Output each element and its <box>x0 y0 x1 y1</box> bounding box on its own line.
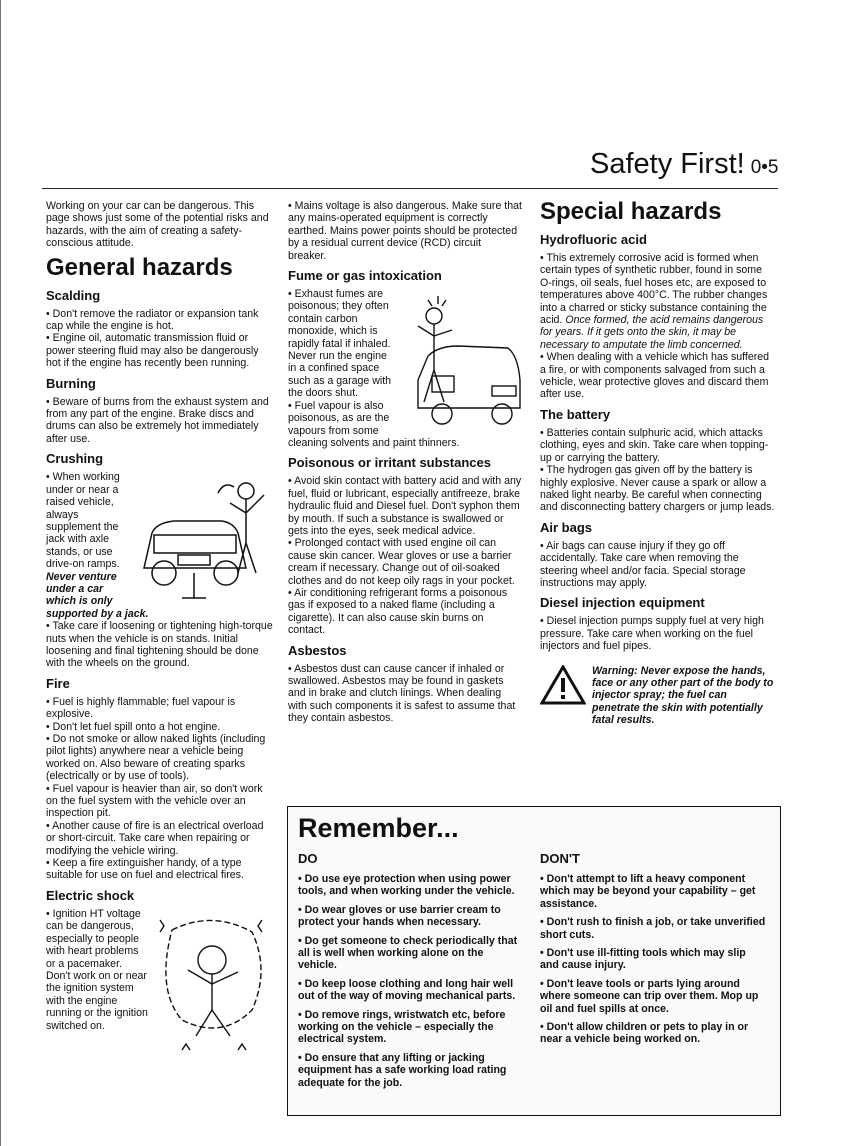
poison-text-1: • Avoid skin contact with battery acid and with any fuel, fluid or lubricant, especially antifreeze, brake hydraulic fluid and Diesel fuel. Don't syphon them by mouth. If such a substance is swallowed or gets into the eyes, seek medical advice. <box>288 475 522 537</box>
fume-text-2: • Fuel vapour is also poisonous, as are the vapours from some cleaning solvents and paint thinners. <box>288 399 460 449</box>
crushing-warning: Never venture under a car which is only supported by a jack. <box>46 570 149 620</box>
dont-item: • Don't use ill-fitting tools which may slip and cause injury. <box>540 947 746 972</box>
dont-item: • Don't leave tools or parts lying around where someone can trip over them. Mop up oil and fuel spills at once. <box>540 977 759 1015</box>
crushing-title: Crushing <box>46 451 104 467</box>
hydrofluoric-text-1a: • This extremely corrosive acid is formed when certain types of synthetic rubber, found in some O-rings, oil seals, fuel hoses etc, are exposed to temperatures above 400°C. The rubber changes into a charred or sticky substance containing the acid. <box>540 252 768 327</box>
do-title: DO <box>298 851 318 866</box>
scalding-text-2: • Engine oil, automatic transmission fluid or power steering fluid may also be dangerously hot if the engine has recently been running. <box>46 332 259 370</box>
dont-item: • Don't attempt to lift a heavy component which may be beyond your capability – get assistance. <box>540 873 756 910</box>
column-1 <box>46 200 274 1062</box>
hydrofluoric-text-2: • When dealing with a vehicle which has suffered a fire, or with components salvaged from such a vehicle, wear protective gloves and discard them after use. <box>540 351 770 401</box>
battery-title: The battery <box>540 406 611 422</box>
do-item: • Do keep loose clothing and long hair well out of the way of moving mechanical parts. <box>298 977 516 1003</box>
car-on-jack-illustration <box>134 473 274 603</box>
do-item: • Do remove rings, wristwatch etc, before working on the vehicle – especially the electrical system. <box>298 1008 506 1046</box>
warning-triangle-icon <box>540 665 586 705</box>
airbag-text: • Air bags can cause injury if they go off accidentally. Take care when removing the steering wheel and/or facia. Special storage instructions may apply. <box>540 539 746 589</box>
dont-item: • Don't allow children or pets to play in or near a vehicle being worked on. <box>540 1021 749 1046</box>
general-hazards-title: General hazards <box>46 253 233 281</box>
column-2 <box>288 200 522 725</box>
intro-text: Working on your car can be dangerous. This page shows just some of the potential risks and hazards, with the aim of creating a safety-conscious attitude. <box>46 200 269 250</box>
fire-text-4: • Fuel vapour is heavier than air, so don't work on the fuel system with the vehicle over an inspection pit. <box>46 782 263 820</box>
injector-warning-text: Warning: Never expose the hands, face or any other part of the body to injector spray; the fuel can penetrate the skin with potentially fatal results. <box>592 664 774 727</box>
remember-title: Remember... <box>298 813 459 843</box>
diesel-title: Diesel injection equipment <box>540 595 705 611</box>
poison-text-3: • Air conditioning refrigerant forms a poisonous gas if exposed to a naked flame (including a cigarette). It can also cause skin burns on contact. <box>288 586 508 637</box>
asbestos-text: • Asbestos dust can cause cancer if inhaled or swallowed. Asbestos may be found in gaskets and in brake and clutch linings. When dealing with such components it is safest to assume that they contain asbestos. <box>288 662 516 725</box>
do-item: • Do get someone to check periodically that all is well when working alone on the vehicle. <box>298 934 518 972</box>
header-title: Safety First! <box>590 148 745 180</box>
injector-warning <box>540 665 776 727</box>
poison-title: Poisonous or irritant substances <box>288 455 491 471</box>
page-edge <box>0 0 1 1146</box>
electric-shock-title: Electric shock <box>46 887 135 903</box>
burning-text: • Beware of burns from the exhaust system and from any part of the engine. Brake discs and drums can also be extremely hot immediately after use. <box>46 395 269 445</box>
fire-text-6: • Keep a fire extinguisher handy, of a type suitable for use on fuel and electrical fires. <box>46 857 244 882</box>
do-item: • Do ensure that any lifting or jacking equipment has a safe working load rating adequate for the job. <box>298 1051 507 1089</box>
fume-title: Fume or gas intoxication <box>288 268 442 284</box>
dont-item: • Don't rush to finish a job, or take unverified short cuts. <box>540 916 766 941</box>
dont-column <box>540 851 766 1052</box>
hydrofluoric-text-1b: Once formed, the acid remains dangerous for years. If it gets onto the skin, it may be necessary to amputate the limb concerned. <box>540 314 764 351</box>
fire-text-2: • Don't let fuel spill onto a hot engine. <box>46 720 221 733</box>
dont-title: DON'T <box>540 851 580 866</box>
scalding-text-1: • Don't remove the radiator or expansion tank cap while the engine is hot. <box>46 307 259 333</box>
do-column <box>298 851 520 1095</box>
page-header <box>590 148 779 181</box>
mains-text: • Mains voltage is also dangerous. Make sure that any mains-operated equipment is correctly earthed. Mains power points should be protected by a residual current device (RCD) circuit breaker. <box>288 200 522 262</box>
column-3 <box>540 198 776 727</box>
fire-text-5: • Another cause of fire is an electrical overload or short-circuit. Take care when repairing or modifying the vehicle wiring. <box>46 819 264 857</box>
poison-text-2: • Prolonged contact with used engine oil can cause skin cancer. Wear gloves or use a barrier cream if necessary. Change out of oil-soaked clothes and do not keep oily rags in your pocket. <box>288 537 515 587</box>
airbag-title: Air bags <box>540 519 593 535</box>
battery-text-2: • The hydrogen gas given off by the battery is highly explosive. Never cause a spark or allow a naked light nearby. Be careful when connecting and disconnecting battery chargers or jump leads. <box>540 464 775 514</box>
exhaust-fumes-illustration <box>398 290 522 430</box>
hydrofluoric-text-1 <box>540 252 776 351</box>
electric-shock-text: • Ignition HT voltage can be dangerous, especially to people with heart problems or a pacemaker. Don't work on or near the ignition system with the engine running or the ignition switched on. <box>46 907 148 1032</box>
crushing-text-2: • Take care if loosening or tightening high-torque nuts when the vehicle is on stands. Initial loosening and final tightening should be done with the wheels on the ground. <box>46 620 273 670</box>
page-number: 0•5 <box>750 157 779 178</box>
do-item: • Do wear gloves or use barrier cream to protect your hands when necessary. <box>298 903 501 929</box>
battery-text-1: • Batteries contain sulphuric acid, which attacks clothing, eyes and skin. Take care when topping-up or carrying the battery. <box>540 426 769 464</box>
fire-title: Fire <box>46 675 70 691</box>
fire-text-3: • Do not smoke or allow naked lights (including pilot lights) anywhere near a vehicle being worked on. Also beware of creating sparks (electrically or by use of tools). <box>46 733 266 783</box>
diesel-text: • Diesel injection pumps supply fuel at very high pressure. Take care when working on the fuel injectors and fuel pipes. <box>540 615 764 653</box>
hydrofluoric-title: Hydrofluoric acid <box>540 232 647 247</box>
do-item: • Do use eye protection when using power tools, and when working under the vehicle. <box>298 873 515 898</box>
special-hazards-title: Special hazards <box>540 198 722 225</box>
crushing-text-1: • When working under or near a raised vehicle, always supplement the jack with axle stands, or use drive-on ramps. <box>46 471 120 571</box>
remember-box <box>287 806 781 1116</box>
asbestos-title: Asbestos <box>288 642 347 658</box>
fume-text-1: • Exhaust fumes are poisonous; they often contain carbon monoxide, which is rapidly fatal if inhaled. Never run the engine in a confined space such as a garage with the doors shut. <box>288 288 392 400</box>
electric-shock-illustration <box>152 910 274 1060</box>
header-rule <box>42 188 778 189</box>
scalding-title: Scalding <box>46 287 101 303</box>
fire-text-1: • Fuel is highly flammable; fuel vapour is explosive. <box>46 695 236 721</box>
burning-title: Burning <box>46 375 96 391</box>
